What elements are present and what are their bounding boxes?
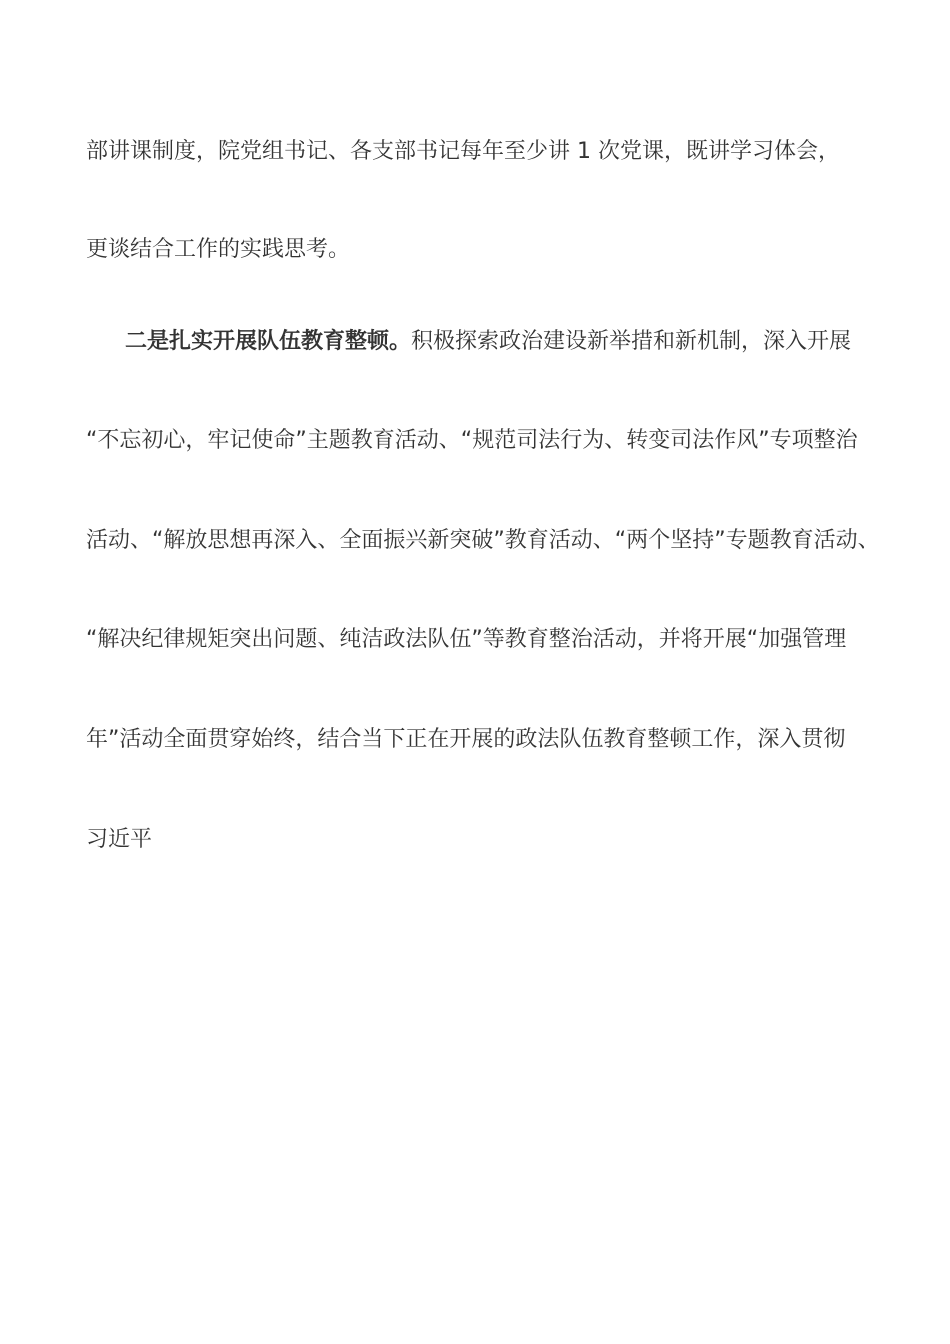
paragraph2-first-line-text: 积极探索政治建设新举措和新机制，深入开展 — [411, 329, 852, 354]
paragraph2-line-6: 习近平 — [86, 827, 153, 852]
paragraph2-line-4: “解决纪律规矩突出问题、纯洁政法队伍”等教育整治活动，并将开展“加强管理 — [86, 627, 847, 652]
paragraph1-line-1: 部讲课制度，院党组书记、各支部书记每年至少讲 1 次党课，既讲学习体会， — [86, 139, 840, 164]
paragraph1-line-2: 更谈结合工作的实践思考。 — [86, 237, 351, 262]
paragraph2-heading: 二是扎实开展队伍教育整顿。 — [125, 329, 412, 354]
paragraph2-line-2: “不忘初心，牢记使命”主题教育活动、“规范司法行为、转变司法作风”专项整治 — [86, 428, 858, 453]
paragraph2-line-5: 年”活动全面贯穿始终，结合当下正在开展的政法队伍教育整顿工作，深入贯彻 — [86, 727, 846, 752]
paragraph2-line-1 — [125, 327, 851, 357]
paragraph2-line-3: 活动、“解放思想再深入、全面振兴新突破”教育活动、“两个坚持”专题教育活动、 — [86, 528, 880, 553]
